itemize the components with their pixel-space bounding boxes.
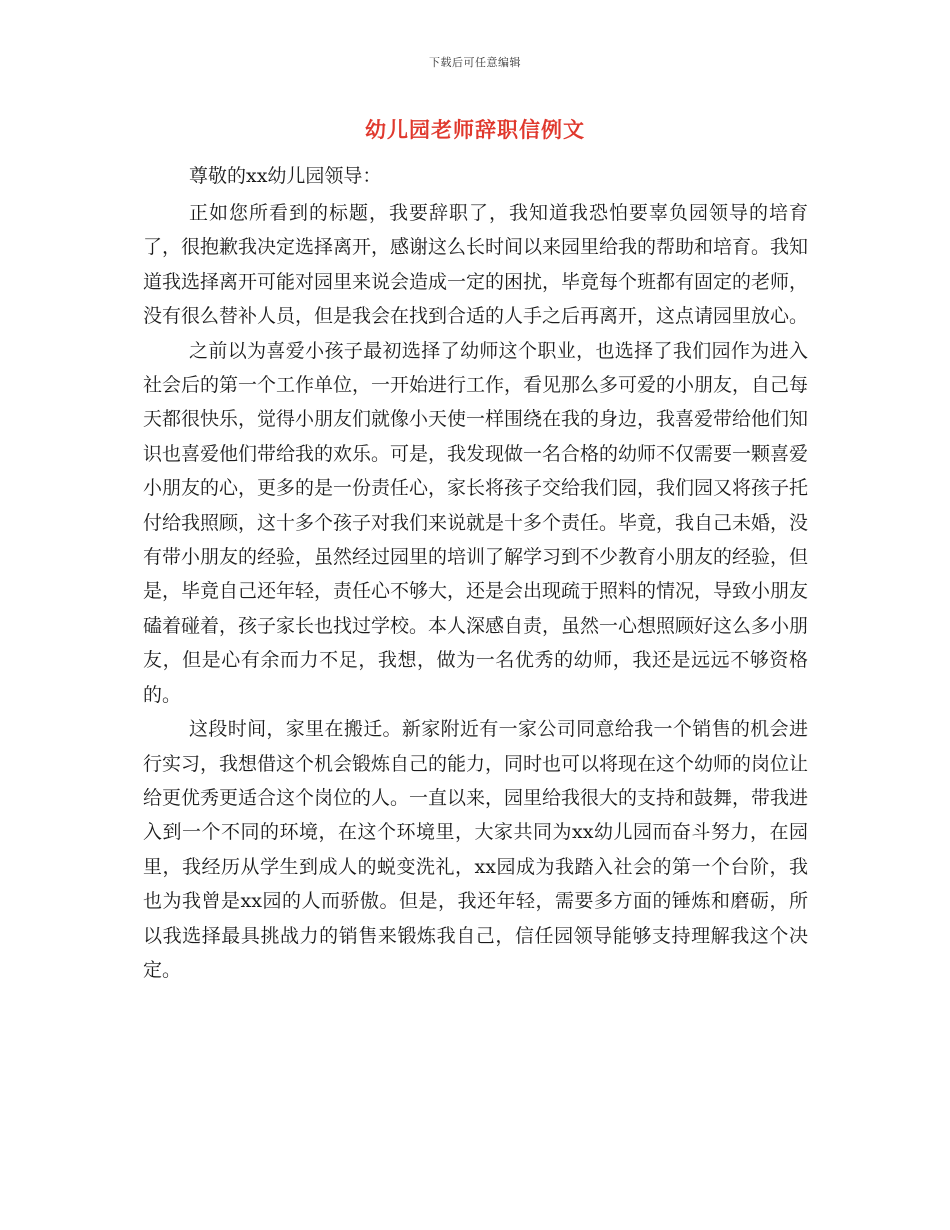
document-title: 幼儿园老师辞职信例文	[365, 117, 585, 142]
salutation: 尊敬的xx幼儿园领导：	[189, 165, 382, 187]
paragraph: 这段时间，家里在搬迁。新家附近有一家公司同意给我一个销售的机会进行实习，我想借这个机会锻炼自己的能力，同时也可以将现在这个幼师的岗位让给更优秀更适合这个岗位的人。一直以来，园里给我很大的支持和鼓舞，带我进入到一个不同的环境，在这个环境里，大家共同为xx幼儿园而奋斗努力，在园里，我经历从学生到成人的蜕变洗礼，xx园成为我踏入社会的第一个台阶，我也为我曾是xx园的人而骄傲。但是，我还年轻，需要多方面的锤炼和磨砺，所以我选择最具挑战力的销售来锻炼我自己，信任园领导能够支持理解我这个决定。	[143, 718, 809, 981]
letter-body	[143, 196, 808, 987]
paragraph: 正如您所看到的标题，我要辞职了，我知道我恐怕要辜负园领导的培育了，很抱歉我决定选择离开，感谢这么长时间以来园里给我的帮助和培育。我知道我选择离开可能对园里来说会造成一定的困扰，毕竟每个班都有固定的老师，没有很么替补人员，但是我会在找到合适的人手之后再离开，这点请园里放心。	[143, 202, 809, 328]
paragraph: 之前以为喜爱小孩子最初选择了幼师这个职业，也选择了我们园作为进入社会后的第一个工作单位，一开始进行工作，看见那么多可爱的小朋友，自己每天都很快乐，觉得小朋友们就像小天使一样围绕在我的身边，我喜爱带给他们知识也喜爱他们带给我的欢乐。可是，我发现做一名合格的幼师不仅需要一颗喜爱小朋友的心，更多的是一份责任心，家长将孩子交给我们园，我们园又将孩子托付给我照顾，这十多个孩子对我们来说就是十多个责任。毕竟，我自己未婚，没有带小朋友的经验，虽然经过园里的培训了解学习到不少教育小朋友的经验，但是，毕竟自己还年轻，责任心不够大，还是会出现疏于照料的情况，导致小朋友磕着碰着，孩子家长也找过学校。本人深感自责，虽然一心想照顾好这么多小朋友，但是心有余而力不足，我想，做为一名优秀的幼师，我还是远远不够资格的。	[143, 339, 809, 706]
page-header-note: 下载后可任意编辑	[429, 56, 521, 69]
